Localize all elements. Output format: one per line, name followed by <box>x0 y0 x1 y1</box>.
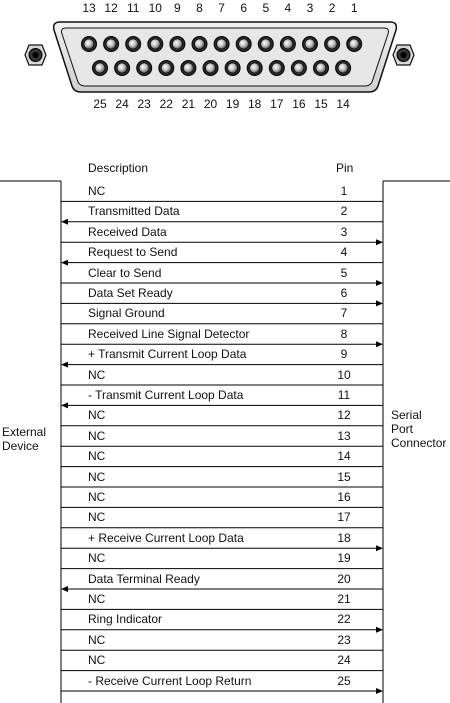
pin-7 <box>214 37 229 52</box>
signal-pin-number: 13 <box>337 428 351 443</box>
arrow-left-icon <box>61 362 68 368</box>
pin-12 <box>104 37 119 52</box>
pin-16 <box>291 61 306 76</box>
signal-description: NC <box>88 551 106 566</box>
arrow-right-icon <box>376 280 383 286</box>
arrow-right-icon <box>376 627 383 633</box>
arrow-right-icon <box>376 688 383 694</box>
pin-2 <box>325 37 340 52</box>
pin-9 <box>170 37 185 52</box>
pin-number-top: 10 <box>148 1 162 15</box>
mounting-screw-right <box>393 45 414 65</box>
pin-number-bottom: 15 <box>314 97 328 111</box>
pin-number-bottom: 24 <box>115 97 129 111</box>
signal-description: Ring Indicator <box>88 612 163 627</box>
pin-number-top: 7 <box>218 1 225 15</box>
signal-description: + Receive Current Loop Data <box>88 530 244 545</box>
pin-25 <box>93 61 108 76</box>
serial-port-line-2: Port <box>391 422 414 436</box>
arrow-left-icon <box>61 586 68 592</box>
pin-18 <box>247 61 262 76</box>
pin-number-bottom: 25 <box>93 97 107 111</box>
arrow-right-icon <box>376 300 383 306</box>
pin-24 <box>115 61 130 76</box>
external-device-label <box>2 425 46 453</box>
serial-port-connector-label <box>391 408 446 450</box>
pin-17 <box>269 61 284 76</box>
signal-pin-number: 23 <box>337 632 351 647</box>
mounting-screw-left <box>25 45 46 65</box>
signal-description: - Transmit Current Loop Data <box>88 388 244 402</box>
pin-number-top: 6 <box>240 1 248 15</box>
signal-description: NC <box>88 469 106 484</box>
pin-6 <box>236 37 251 52</box>
external-device-line-2: Device <box>2 439 39 453</box>
pin-number-bottom: 22 <box>159 97 173 111</box>
signal-description: NC <box>88 592 106 606</box>
signal-description: NC <box>88 428 106 443</box>
pin-number-bottom: 16 <box>292 97 306 111</box>
header-pin: Pin <box>336 161 354 175</box>
pin-23 <box>137 61 152 76</box>
pin-4 <box>280 37 295 52</box>
signal-description: Received Line Signal Detector <box>88 326 250 341</box>
signal-pin-number: 5 <box>340 265 348 280</box>
signal-pin-number: 18 <box>337 530 351 545</box>
pin-number-top: 13 <box>82 1 96 15</box>
signal-pin-number: 25 <box>337 673 351 688</box>
pin-19 <box>225 61 240 76</box>
signal-description: - Receive Current Loop Return <box>88 673 252 688</box>
pin-number-top: 1 <box>350 1 358 15</box>
signal-description: Transmitted Data <box>88 204 180 219</box>
arrow-right-icon <box>376 545 383 551</box>
pin-number-top: 9 <box>174 1 181 15</box>
signal-pin-number: 3 <box>340 224 348 239</box>
pin-number-bottom: 21 <box>181 97 196 111</box>
pin-3 <box>303 37 318 52</box>
pin-number-top: 4 <box>284 1 292 15</box>
pin-number-bottom: 23 <box>137 97 151 111</box>
external-device-line-1: External <box>2 425 47 439</box>
signal-pin-number: 10 <box>337 367 351 382</box>
signal-description: Request to Send <box>88 245 178 260</box>
signal-pin-number: 19 <box>337 551 351 566</box>
signal-description: + Transmit Current Loop Data <box>88 347 247 362</box>
signal-description: Signal Ground <box>88 306 165 321</box>
signal-pin-number: 2 <box>340 204 348 219</box>
signal-description: NC <box>88 408 106 423</box>
signal-description: NC <box>88 632 106 647</box>
serial-port-line-1: Serial <box>391 408 422 422</box>
pin-number-bottom: 17 <box>270 97 284 111</box>
pin-22 <box>159 61 174 76</box>
pin-number-bottom: 14 <box>336 97 350 111</box>
signal-pin-number: 6 <box>340 286 348 300</box>
pin-11 <box>126 37 141 52</box>
signal-pin-number: 24 <box>337 653 351 668</box>
pin-number-bottom: 20 <box>203 97 218 111</box>
pin-number-top: 11 <box>126 1 140 15</box>
signal-pin-number: 4 <box>340 245 348 260</box>
pin-number-top: 3 <box>306 1 314 15</box>
pin-number-top: 8 <box>196 1 203 15</box>
pin-5 <box>258 37 273 52</box>
signal-pin-number: 12 <box>337 408 351 423</box>
signal-pin-number: 20 <box>337 571 351 586</box>
pin-20 <box>203 61 218 76</box>
arrow-right-icon <box>376 341 383 347</box>
signal-pin-number: 8 <box>340 326 348 341</box>
pin-10 <box>148 37 163 52</box>
signal-pin-number: 22 <box>337 612 351 627</box>
signal-pin-number: 17 <box>337 510 351 525</box>
signal-description: NC <box>88 184 106 198</box>
signal-pin-number: 21 <box>337 592 351 606</box>
signal-description: Data Terminal Ready <box>88 571 200 586</box>
header-description: Description <box>88 161 149 175</box>
signal-pin-number: 9 <box>340 347 348 362</box>
arrow-left-icon <box>61 219 68 225</box>
signal-pin-number: 15 <box>337 469 351 484</box>
signal-description: NC <box>88 490 106 504</box>
pin-number-top: 5 <box>262 1 270 15</box>
arrow-left-icon <box>61 260 68 266</box>
pin-14 <box>336 61 351 76</box>
pin-number-bottom: 18 <box>248 97 262 111</box>
signal-pin-number: 7 <box>340 306 348 321</box>
serial-port-line-3: Connector <box>391 436 447 450</box>
pin-number-bottom: 19 <box>225 97 240 111</box>
signal-lines <box>0 181 450 703</box>
pin-8 <box>192 37 207 52</box>
signal-description: NC <box>88 367 106 382</box>
signal-pin-number: 1 <box>340 184 348 198</box>
pin-number-top: 2 <box>328 1 336 15</box>
pin-21 <box>181 61 196 76</box>
pin-15 <box>314 61 329 76</box>
signal-description: NC <box>88 449 106 464</box>
pin-1 <box>347 37 362 52</box>
pin-number-top: 12 <box>104 1 118 15</box>
signal-description: NC <box>88 653 106 668</box>
signal-description: Clear to Send <box>88 265 162 280</box>
pin-13 <box>82 37 97 52</box>
signal-pin-number: 11 <box>337 388 351 402</box>
arrow-right-icon <box>376 239 383 245</box>
signal-pin-number: 16 <box>337 490 351 504</box>
signal-description: Received Data <box>88 224 167 239</box>
signal-description: NC <box>88 510 106 525</box>
signal-line-row <box>61 688 383 694</box>
signal-description: Data Set Ready <box>88 286 173 300</box>
connector-shell <box>54 22 397 92</box>
arrow-left-icon <box>61 402 68 408</box>
signal-pin-number: 14 <box>337 449 351 464</box>
